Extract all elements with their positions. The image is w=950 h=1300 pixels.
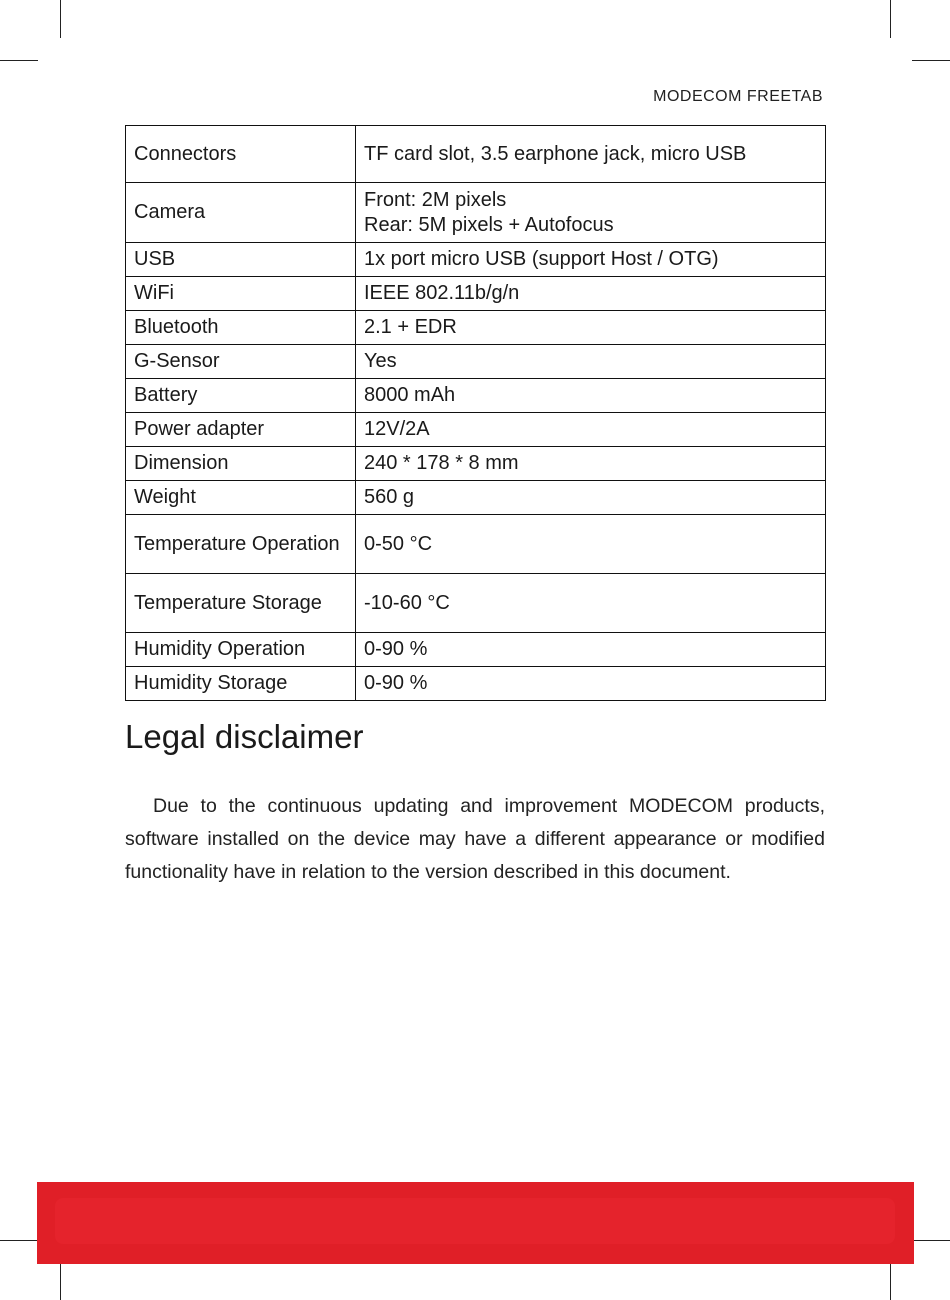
spec-value <box>356 447 826 481</box>
table-row <box>126 277 826 311</box>
spec-name: Connectors <box>126 126 356 183</box>
table-row <box>126 481 826 515</box>
table-row <box>126 243 826 277</box>
spec-value-line: Yes <box>364 350 397 372</box>
spec-value-line: Front: 2M pixels <box>364 188 507 211</box>
spec-value-line: 560 g <box>364 486 415 508</box>
crop-mark <box>0 60 38 61</box>
spec-value <box>356 515 826 574</box>
spec-name: Weight <box>126 481 356 515</box>
crop-mark <box>890 0 891 38</box>
spec-name: Power adapter <box>126 413 356 447</box>
spec-value <box>356 481 826 515</box>
spec-name: Temperature Operation <box>126 515 356 574</box>
spec-value-line: 2.1 + EDR <box>364 316 457 338</box>
spec-name: Dimension <box>126 447 356 481</box>
spec-value <box>356 243 826 277</box>
spec-value-line: TF card slot, 3.5 earphone jack, micro USB <box>364 142 747 165</box>
legal-disclaimer-heading: Legal disclaimer <box>125 718 364 755</box>
running-header: MODECOM FREETAB <box>653 88 823 105</box>
spec-name: Camera <box>126 183 356 243</box>
table-row <box>126 413 826 447</box>
spec-value-line: 1x port micro USB (support Host / OTG) <box>364 248 719 270</box>
spec-value-line: 0-50 °C <box>364 532 433 555</box>
legal-disclaimer-text: Due to the continuous updating and improvement MODECOM products, software installed on the device may have a different appearance or modified functionality have in relation to the version described in this document. <box>125 795 825 883</box>
spec-name: Temperature Storage <box>126 574 356 633</box>
spec-value-line: 12V/2A <box>364 418 430 440</box>
spec-value <box>356 277 826 311</box>
crop-mark <box>60 1262 61 1300</box>
table-row <box>126 667 826 701</box>
spec-value <box>356 126 826 183</box>
spec-value-line: 0-90 % <box>364 638 428 660</box>
spec-value-line: 0-90 % <box>364 672 428 694</box>
spec-name: USB <box>126 243 356 277</box>
footer-red-bar-inner <box>55 1198 895 1244</box>
spec-value <box>356 574 826 633</box>
table-row <box>126 183 826 243</box>
spec-value-line: 240 * 178 * 8 mm <box>364 452 519 474</box>
spec-value <box>356 345 826 379</box>
spec-value-line: -10-60 °C <box>364 591 450 614</box>
crop-mark <box>912 1240 950 1241</box>
table-row <box>126 379 826 413</box>
crop-mark <box>890 1262 891 1300</box>
table-row <box>126 447 826 481</box>
spec-name: Humidity Storage <box>126 667 356 701</box>
crop-mark <box>60 0 61 38</box>
table-row <box>126 311 826 345</box>
table-row <box>126 345 826 379</box>
spec-value <box>356 667 826 701</box>
spec-value <box>356 633 826 667</box>
spec-value-line: IEEE 802.11b/g/n <box>364 282 520 304</box>
crop-mark <box>0 1240 38 1241</box>
crop-mark <box>912 60 950 61</box>
spec-value-line: 8000 mAh <box>364 384 456 406</box>
spec-value <box>356 379 826 413</box>
table-row <box>126 515 826 574</box>
spec-value-line: Rear: 5M pixels + Autofocus <box>364 213 614 236</box>
table-row <box>126 574 826 633</box>
spec-name: Battery <box>126 379 356 413</box>
spec-name: G-Sensor <box>126 345 356 379</box>
spec-value <box>356 413 826 447</box>
spec-name: Humidity Operation <box>126 633 356 667</box>
table-row <box>126 126 826 183</box>
specifications-table <box>125 125 826 701</box>
spec-name: Bluetooth <box>126 311 356 345</box>
spec-name: WiFi <box>126 277 356 311</box>
spec-value <box>356 183 826 243</box>
spec-value <box>356 311 826 345</box>
table-row <box>126 633 826 667</box>
